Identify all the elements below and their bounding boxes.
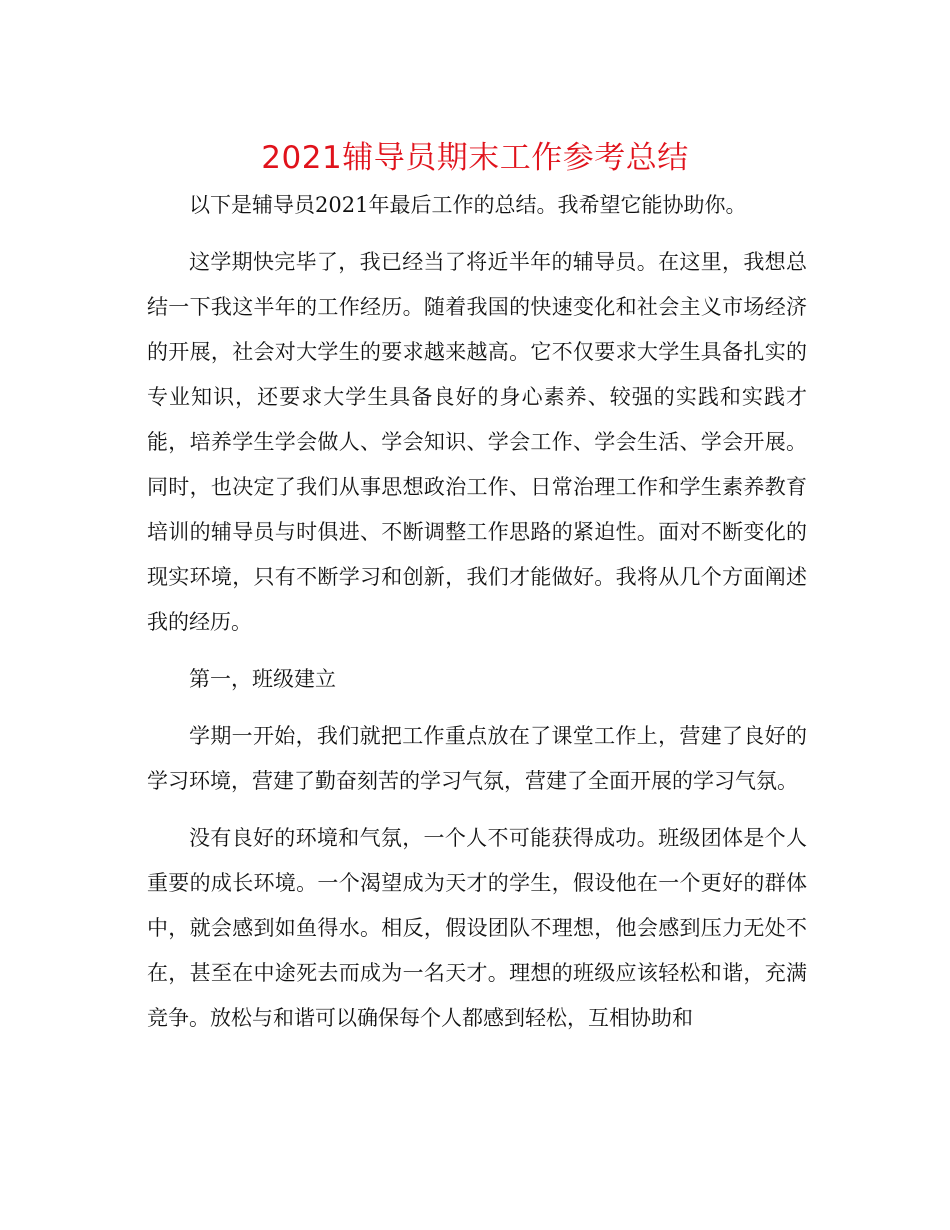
paragraph-class-work: 学期一开始，我们就把工作重点放在了课堂工作上，营建了良好的学习环境，营建了勤奋刻苦的学习气氛，营建了全面开展的学习气氛。 (147, 724, 807, 793)
document-title: 2021辅导员期末工作参考总结 (261, 140, 689, 176)
document-body (147, 183, 807, 1053)
paragraph-environment: 没有良好的环境和气氛，一个人不可能获得成功。班级团体是个人重要的成长环境。一个渴望成为天才的学生，假设他在一个更好的群体中，就会感到如鱼得水。相反，假设团队不理想，他会感到压力无处不在，甚至在中途死去而成为一名天才。理想的班级应该轻松和谐，充满竞争。放松与和谐可以确保每个人都感到轻松，互相协助和 (147, 826, 807, 1030)
paragraph-intro: 以下是辅导员2021年最后工作的总结。我希望它能协助你。 (189, 193, 747, 217)
section-heading-class-building: 第一，班级建立 (189, 667, 336, 691)
paragraph-overview: 这学期快完毕了，我已经当了将近半年的辅导员。在这里，我想总结一下我这半年的工作经历。随着我国的快速变化和社会主义市场经济的开展，社会对大学生的要求越来越高。它不仅要求大学生具备扎实的专业知识，还要求大学生具备良好的身心素养、较强的实践和实践才能，培养学生学会做人、学会知识、学会工作、学会生活、学会开展。同时，也决定了我们从事思想政治工作、日常治理工作和学生素养教育培训的辅导员与时俱进、不断调整工作思路的紧迫性。面对不断变化的现实环境，只有不断学习和创新，我们才能做好。我将从几个方面阐述我的经历。 (147, 250, 807, 634)
